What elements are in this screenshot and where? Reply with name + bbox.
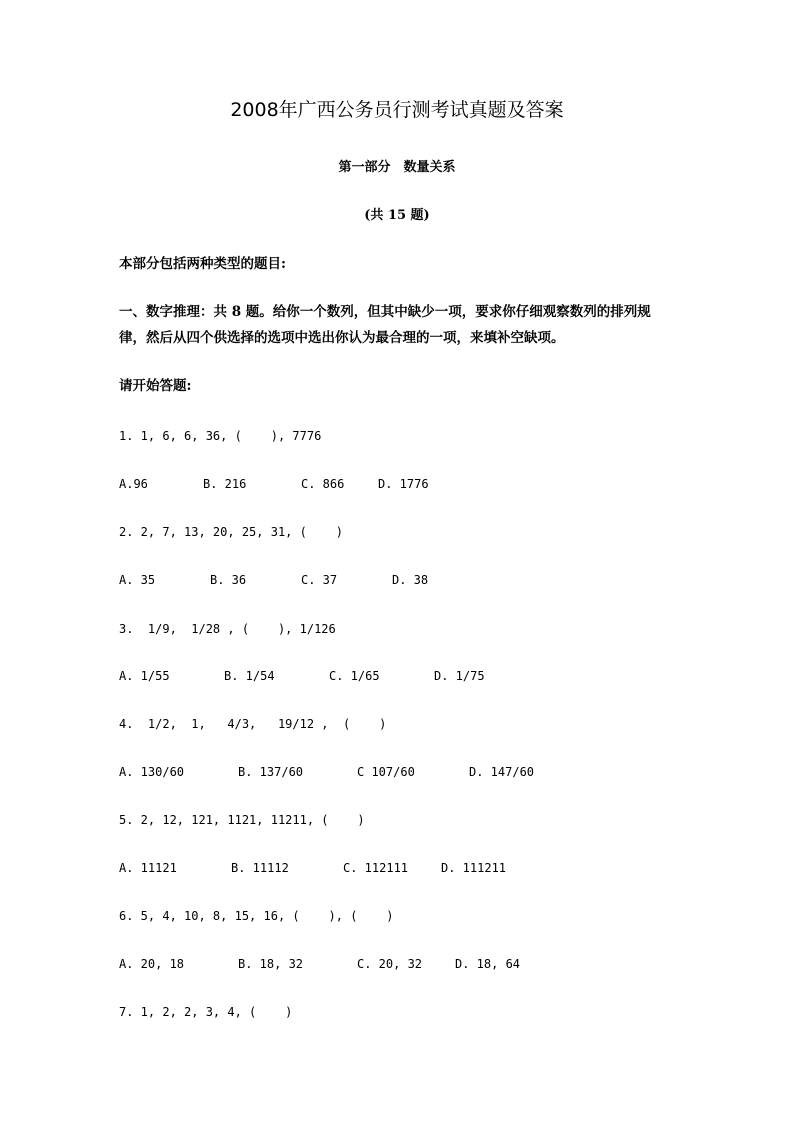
option-a: A. 20, 18 [119,957,185,971]
question-1: 1. 1, 6, 6, 36, ( ), 7776 [119,429,322,443]
start-text: 请开始答题: [119,378,192,394]
option-d: D. 38 [392,573,429,587]
rule-text-line1: 一、数字推理：共 8 题。给你一个数列，但其中缺少一项，要求你仔细观察数列的排列规 [119,304,651,320]
option-a: A. 1/55 [119,669,170,683]
option-c: C. 866 [301,477,345,491]
document-title: 2008年广西公务员行测考试真题及答案 [230,99,564,121]
option-b: B. 18, 32 [238,957,304,971]
option-d: D. 111211 [441,861,507,875]
option-c: C 107/60 [357,765,415,779]
option-b: B. 1/54 [224,669,275,683]
option-b: B. 11112 [231,861,289,875]
intro-text: 本部分包括两种类型的题目: [119,256,286,272]
question-3: 3. 1/9, 1/28 , ( ), 1/126 [119,622,336,636]
question-5: 5. 2, 12, 121, 1121, 11211, ( ) [119,813,365,827]
option-a: A. 130/60 [119,765,185,779]
option-c: C. 112111 [343,861,409,875]
option-a: A. 35 [119,573,156,587]
question-6: 6. 5, 4, 10, 8, 15, 16, ( ), ( ) [119,909,394,923]
option-c: C. 37 [301,573,338,587]
option-d: D. 18, 64 [455,957,521,971]
option-c: C. 20, 32 [357,957,423,971]
option-b: B. 216 [203,477,247,491]
option-b: B. 36 [210,573,247,587]
option-d: D. 1776 [378,477,429,491]
option-a: A. 11121 [119,861,177,875]
option-d: D. 1/75 [434,669,485,683]
option-b: B. 137/60 [238,765,304,779]
question-2: 2. 2, 7, 13, 20, 25, 31, ( ) [119,525,343,539]
rule-text-line2: 律，然后从四个供选择的选项中选出你认为最合理的一项，来填补空缺项。 [119,330,565,346]
section-heading: 第一部分 数量关系 [338,160,456,175]
question-count: (共 15 题) [364,208,430,223]
question-4: 4. 1/2, 1, 4/3, 19/12 , ( ) [119,717,387,731]
question-7: 7. 1, 2, 2, 3, 4, ( ) [119,1005,293,1019]
option-c: C. 1/65 [329,669,380,683]
option-d: D. 147/60 [469,765,535,779]
option-a: A.96 [119,477,148,491]
